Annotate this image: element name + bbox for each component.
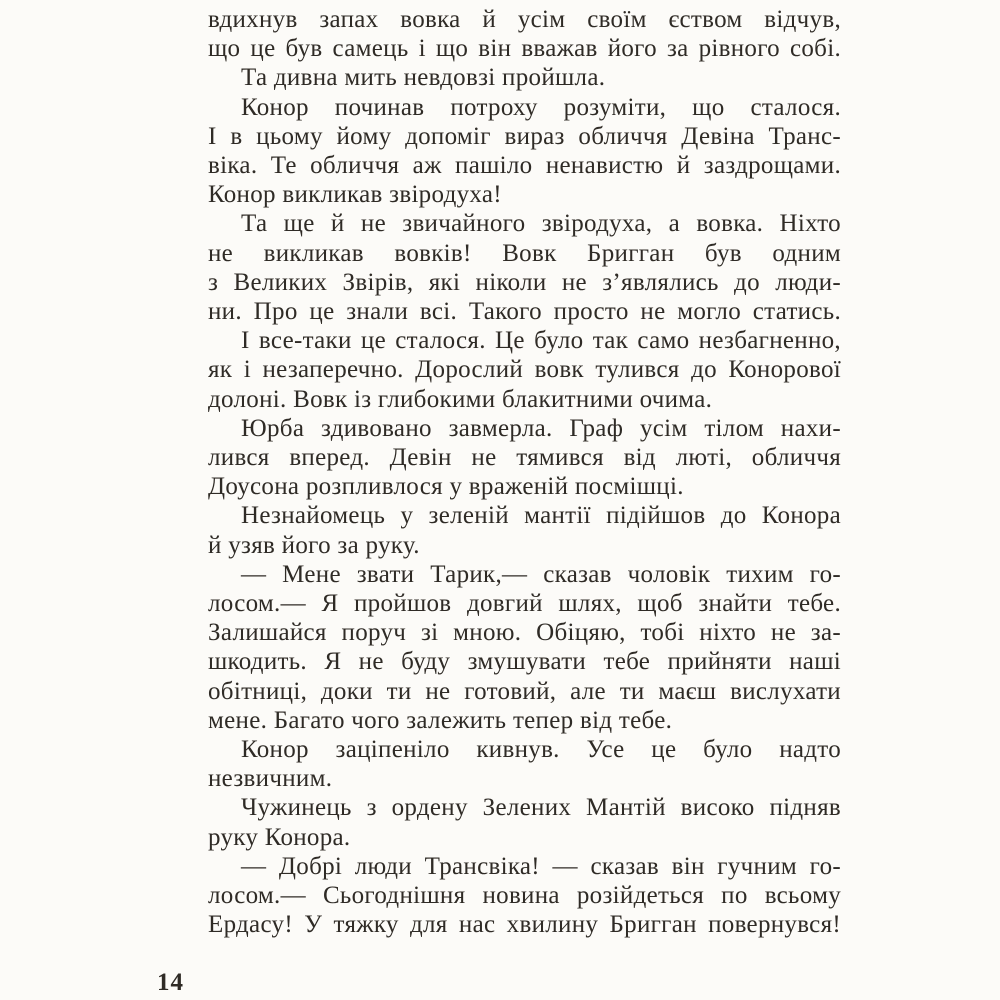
text-line: Та ще й не звичайного звіродуха, а вовка. Ніхто [241, 210, 841, 238]
text-line: руку Конора. [208, 823, 351, 851]
text-line: — Мене звати Тарик,— сказав чоловік тихим го- [241, 560, 841, 588]
text-line: вдихнув запах вовка й усім своїм єством відчув, [208, 6, 841, 33]
text-line: обітниці, доки ти не готовий, але ти маєш вислухати [208, 677, 841, 705]
text-line: мене. Багато чого залежить тепер від тебе. [208, 706, 673, 734]
text-line: Незнайомець у зеленій мантії підійшов до Конора [241, 502, 841, 530]
text-line: ни. Про це знали всі. Такого просто не могло статись. [208, 298, 841, 326]
text-line: шкодить. Я не буду змушувати тебе прийняти наші [208, 648, 841, 676]
text-line: І все-таки це сталося. Це було так само незбагненно, [241, 327, 841, 355]
text-line: віка. Те обличчя аж пашіло ненавистю й заздрощами. [208, 152, 841, 180]
page-number: 14 [157, 969, 184, 996]
text-line: з Великих Звірів, які ніколи не з’являлись до люди- [208, 268, 841, 296]
text-line: Доусона розпливлося у враженій посмішці. [208, 473, 684, 501]
text-line: Ердасу! У тяжку для нас хвилину Бригган повернувся! [208, 911, 841, 939]
text-line: лився вперед. Девін не тямився від люті, обличчя [208, 444, 841, 472]
text-line: Чужинець з ордену Зелених Мантій високо підняв [241, 794, 841, 822]
text-line: І в цьому йому допоміг вираз обличчя Девіна Транс- [208, 122, 841, 150]
page-text [208, 5, 841, 940]
text-line: Конор викликав звіродуха! [208, 181, 502, 209]
text-line: лосом.— Я пройшов довгий шлях, щоб знайти тебе. [208, 590, 841, 618]
text-line: не викликав вовків! Вовк Бригган був одним [208, 239, 841, 267]
text-line: Та дивна мить невдовзі пройшла. [241, 64, 606, 92]
text-line: Конор починав потроху розуміти, що сталося. [241, 93, 841, 121]
text-line: — Добрі люди Трансвіка! — сказав він гучним го- [241, 852, 841, 880]
text-line: Юрба здивовано завмерла. Граф усім тілом нахи- [241, 414, 841, 442]
text-line: як і незаперечно. Дорослий вовк тулився до Конорової [208, 356, 841, 384]
text-line: незвичним. [208, 765, 333, 793]
text-line: долоні. Вовк із глибокими блакитними очима. [208, 385, 713, 413]
text-line: Конор заціпеніло кивнув. Усе це було надто [241, 736, 841, 764]
text-line: Залишайся поруч зі мною. Обіцяю, тобі ніхто не за- [208, 619, 841, 647]
text-line: й узяв його за руку. [208, 531, 420, 559]
text-line: що це був самець і що він вважав його за рівного собі. [208, 35, 841, 63]
text-line: лосом.— Сьогоднішня новина розійдеться по всьому [208, 882, 841, 910]
